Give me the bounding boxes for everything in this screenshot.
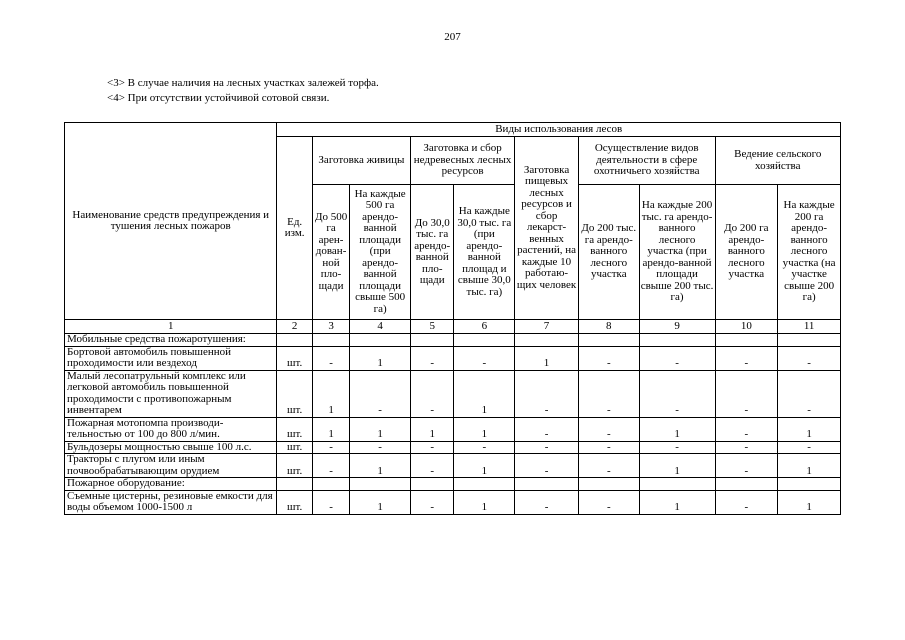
row-value	[454, 334, 515, 347]
row-value: -	[578, 370, 639, 417]
row-value: -	[578, 441, 639, 454]
row-value: -	[578, 417, 639, 441]
row-value: -	[715, 490, 778, 514]
row-unit	[277, 478, 312, 491]
row-value	[715, 478, 778, 491]
row-value: -	[515, 417, 579, 441]
row-value: -	[715, 370, 778, 417]
row-value: -	[350, 441, 411, 454]
col-number: 5	[410, 320, 454, 334]
row-value	[350, 478, 411, 491]
row-value: 1	[410, 417, 454, 441]
row-value: 1	[350, 490, 411, 514]
row-name: Пожарная мотопомпа производи-тельностью от 100 до 800 л/мин.	[65, 417, 277, 441]
col-number: 9	[639, 320, 715, 334]
table-body	[65, 334, 841, 515]
header-sub-6: На каждые 200 тыс. га арендо-ванного лесного участка (при арендо-ванной площади свыше 200 тыс. га)	[639, 185, 715, 320]
table-row	[65, 370, 841, 417]
row-value	[515, 334, 579, 347]
row-value: -	[312, 454, 349, 478]
row-value	[639, 334, 715, 347]
row-value: -	[639, 346, 715, 370]
row-value: -	[639, 441, 715, 454]
row-value: -	[410, 490, 454, 514]
row-value: -	[578, 454, 639, 478]
row-value: 1	[312, 417, 349, 441]
row-value: -	[715, 417, 778, 441]
row-value	[350, 334, 411, 347]
row-name: Съемные цистерны, резиновые емкости для воды объемом 1000-1500 л	[65, 490, 277, 514]
row-value: -	[578, 490, 639, 514]
row-value: -	[312, 441, 349, 454]
col-number: 2	[277, 320, 312, 334]
header-sub-4: На каждые 30,0 тыс. га (при арендо-ванной площад и свыше 30,0 тыс. га)	[454, 185, 515, 320]
row-value: -	[410, 346, 454, 370]
row-value	[454, 478, 515, 491]
table-row	[65, 441, 841, 454]
row-value: 1	[350, 346, 411, 370]
row-value: 1	[778, 490, 841, 514]
header-unit: Ед. изм.	[277, 137, 312, 320]
row-value: 1	[515, 346, 579, 370]
table-row	[65, 454, 841, 478]
row-value: -	[515, 490, 579, 514]
row-name: Пожарное оборудование:	[65, 478, 277, 491]
row-value	[312, 334, 349, 347]
row-value: 1	[350, 417, 411, 441]
row-value	[410, 334, 454, 347]
col-number: 11	[778, 320, 841, 334]
row-value: -	[639, 370, 715, 417]
header-group-5: Ведение сельского хозяйства	[715, 137, 841, 185]
header-sub-3: До 30,0 тыс. га арендо-ванной пло-щади	[410, 185, 454, 320]
col-number: 3	[312, 320, 349, 334]
row-value: 1	[639, 417, 715, 441]
header-name: Наименование средств предупреждения и тушения лесных пожаров	[65, 123, 277, 320]
header-sub-2: На каждые 500 га арендо-ванной площади (при арендо-ванной площади свыше 500 га)	[350, 185, 411, 320]
row-value: -	[410, 370, 454, 417]
header-sub-1: До 500 га арен-дован-ной пло-щади	[312, 185, 349, 320]
page-number: 207	[444, 31, 461, 43]
row-unit: шт.	[277, 454, 312, 478]
row-unit	[277, 334, 312, 347]
header-group-3: Заготовка пищевых лесных ресурсов и сбор лекарст-венных растений, на каждые 10 работаю-щих человек	[515, 137, 579, 320]
row-value: 1	[454, 417, 515, 441]
row-value: -	[578, 346, 639, 370]
fire-equipment-table	[64, 122, 841, 515]
row-value: -	[312, 490, 349, 514]
row-value: -	[454, 346, 515, 370]
row-value: -	[410, 454, 454, 478]
header-group-2: Заготовка и сбор недревесных лесных ресурсов	[410, 137, 514, 185]
row-value	[715, 334, 778, 347]
row-value	[639, 478, 715, 491]
row-value: -	[778, 370, 841, 417]
table-row	[65, 346, 841, 370]
row-value	[515, 478, 579, 491]
row-value	[578, 334, 639, 347]
table-row	[65, 490, 841, 514]
header-sub-8: На каждые 200 га арендо-ванного лесного участка (на участке свыше 200 га)	[778, 185, 841, 320]
row-name: Мобильные средства пожаротушения:	[65, 334, 277, 347]
row-value: -	[312, 346, 349, 370]
row-value: 1	[454, 454, 515, 478]
row-value: -	[715, 441, 778, 454]
row-value: -	[350, 370, 411, 417]
table-row	[65, 417, 841, 441]
col-number: 7	[515, 320, 579, 334]
col-number: 4	[350, 320, 411, 334]
row-value	[778, 478, 841, 491]
row-value	[578, 478, 639, 491]
header-group-4: Осуществление видов деятельности в сфере охотничьего хозяйства	[578, 137, 715, 185]
row-unit: шт.	[277, 417, 312, 441]
row-value: 1	[639, 454, 715, 478]
row-value: -	[515, 454, 579, 478]
header-sub-7: До 200 га арендо-ванного лесного участка	[715, 185, 778, 320]
col-number: 8	[578, 320, 639, 334]
row-value: 1	[454, 370, 515, 417]
footnote-4: <4> При отсутствии устойчивой сотовой связи.	[107, 92, 330, 104]
row-value: 1	[639, 490, 715, 514]
row-unit: шт.	[277, 346, 312, 370]
row-value: -	[715, 454, 778, 478]
row-unit: шт.	[277, 490, 312, 514]
row-name: Тракторы с плугом или иным почвообрабатывающим орудием	[65, 454, 277, 478]
col-number: 1	[65, 320, 277, 334]
row-value: -	[410, 441, 454, 454]
row-value: 1	[778, 454, 841, 478]
row-value	[778, 334, 841, 347]
row-name: Бортовой автомобиль повышенной проходимости или вездеход	[65, 346, 277, 370]
col-number: 10	[715, 320, 778, 334]
row-value: -	[515, 370, 579, 417]
row-value: -	[715, 346, 778, 370]
row-unit: шт.	[277, 370, 312, 417]
row-value	[410, 478, 454, 491]
row-value: -	[778, 441, 841, 454]
row-value: -	[515, 441, 579, 454]
row-value	[312, 478, 349, 491]
table-row	[65, 334, 841, 347]
table-row	[65, 478, 841, 491]
row-value: 1	[312, 370, 349, 417]
header-types: Виды использования лесов	[277, 123, 841, 137]
row-value: -	[454, 441, 515, 454]
row-value: 1	[778, 417, 841, 441]
row-name: Малый лесопатрульный комплекс или легковой автомобиль повышенной проходимости с противопожарным инвентарем	[65, 370, 277, 417]
col-number: 6	[454, 320, 515, 334]
header-group-1: Заготовка живицы	[312, 137, 410, 185]
row-value: -	[778, 346, 841, 370]
row-name: Бульдозеры мощностью свыше 100 л.с.	[65, 441, 277, 454]
header-sub-5: До 200 тыс. га арендо-ванного лесного участка	[578, 185, 639, 320]
row-unit: шт.	[277, 441, 312, 454]
row-value: 1	[350, 454, 411, 478]
row-value: 1	[454, 490, 515, 514]
footnote-3: <3> В случае наличия на лесных участках залежей торфа.	[107, 77, 379, 89]
